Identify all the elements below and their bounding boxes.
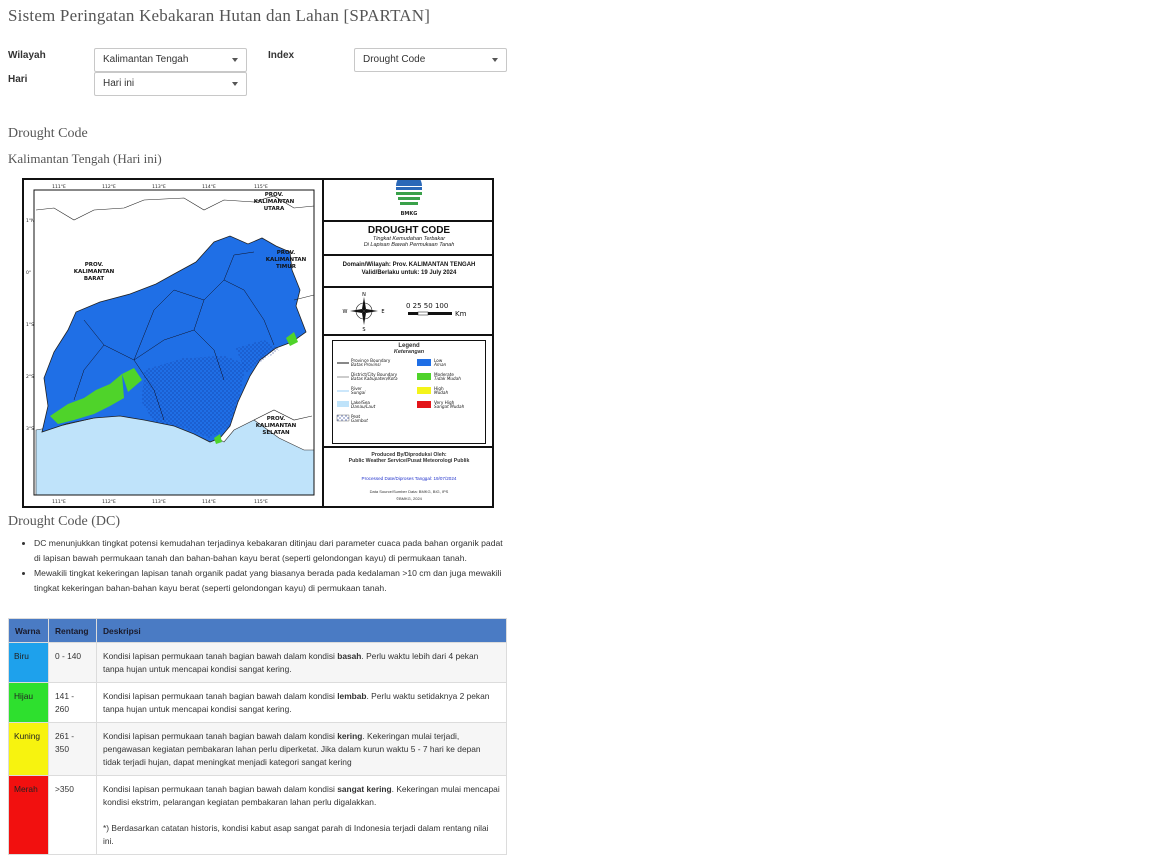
dc-bullets [20, 536, 506, 596]
label-selatan: PROV. [266, 416, 286, 422]
scale-unit: Km [455, 310, 467, 318]
legend-line-sub: Batas Provinsi [351, 362, 381, 367]
valid-line: Valid/Berlaku untuk: 19 July 2024 [361, 270, 457, 276]
table-note: *) Berdasarkan catatan historis, kondisi kabut asap sangat parah di Indonesia terjadi dalam rentang nilai ini. [103, 823, 489, 846]
legend-line-label: Lake/Sea [351, 400, 370, 405]
legend-line-sub: Danau/Laut [351, 404, 376, 409]
data-source: Data Source/Sumber Data: BMKG, BIG, IPS [369, 489, 449, 494]
label-selatan-3: SELATAN [262, 430, 290, 436]
color-cell: Biru [9, 643, 49, 683]
legend-class-sub: Tidak Mudah [434, 376, 461, 381]
table-row [9, 776, 507, 855]
svg-text:E: E [381, 309, 385, 315]
logo-box [324, 180, 494, 222]
svg-text:N: N [362, 292, 366, 298]
index-select[interactable] [354, 48, 507, 72]
legend-class-sub: Sangat Mudah [434, 404, 465, 409]
hari-select[interactable] [94, 72, 247, 96]
header-warna: Warna [9, 619, 49, 643]
produced-1: Produced By/Diproduksi Oleh: [371, 452, 447, 458]
section-subheading: Kalimantan Tengah (Hari ini) [8, 151, 162, 166]
lon-tick: 111°E [52, 500, 66, 505]
lat-tick: 3°S [26, 427, 34, 432]
svg-text:S: S [362, 327, 366, 333]
lon-tick: 115°E [254, 500, 268, 505]
label-timur-3: TIMUR [276, 264, 296, 270]
legend-class-label: Low [434, 358, 443, 363]
table-header-row [9, 619, 507, 643]
hari-select-value: Hari ini [103, 78, 135, 89]
copyright: ©BMKG, 2024 [396, 496, 422, 501]
label-barat-2: KALIMANTAN [73, 269, 115, 275]
legend-box [324, 336, 494, 448]
lat-tick: 1°S [26, 323, 34, 328]
lon-tick: 113°E [152, 500, 166, 505]
label-utara: PROV. [264, 192, 284, 198]
lat-tick: 1°N [26, 219, 35, 224]
legend-line-label: River [351, 386, 362, 391]
legend-line-label: Peat [351, 414, 361, 419]
lon-tick: 114°E [202, 185, 216, 190]
legend-line-sub: Batas Kabupaten/Kota [351, 376, 398, 381]
title-box [324, 222, 494, 256]
label-barat: PROV. [84, 262, 104, 268]
legend-class-label: High [434, 386, 444, 391]
label-barat-3: BARAT [83, 276, 105, 282]
desc-cell: Kondisi lapisan permukaan tanah bagian bawah dalam kondisi basah. Perlu waktu lebih dari 4 pekan tanpa hujan untuk mencapai kondisi sangat kering. [97, 643, 507, 683]
table-row [9, 683, 507, 723]
lon-tick: 111°E [52, 185, 66, 190]
map-panel [324, 180, 494, 506]
header-deskripsi: Deskripsi [97, 619, 507, 643]
dc-heading: Drought Code (DC) [8, 514, 120, 529]
chevron-down-icon [232, 82, 238, 86]
map-svg [24, 180, 324, 506]
processed-date: Processed Date/Diproses Tanggal: 19/07/2024 [361, 476, 457, 481]
legend-line-label: District/City Boundary [351, 372, 398, 377]
legend-class-sub: Mudah [434, 390, 449, 395]
panel-sub1: Tingkat Kemudahan Terbakar [372, 236, 446, 242]
lon-tick: 114°E [202, 500, 216, 505]
produced-2: Public Weather Service/Pusat Meteorologi Publik [348, 458, 470, 464]
page-title: Sistem Peringatan Kebakaran Hutan dan Lahan [SPARTAN] [8, 6, 431, 25]
legend [332, 340, 486, 444]
legend-class-sub: Aman [434, 362, 447, 367]
index-select-value: Drought Code [363, 54, 426, 65]
index-label: Index [268, 50, 295, 61]
color-cell: Merah [9, 776, 49, 855]
legend-svg [333, 355, 487, 439]
domain-line: Domain/Wilayah: Prov. KALIMANTAN TENGAH [342, 262, 476, 268]
color-cell: Hijau [9, 683, 49, 723]
domain-box [324, 256, 494, 288]
range-cell: 261 - 350 [49, 723, 97, 776]
desc-cell: Kondisi lapisan permukaan tanah bagian bawah dalam kondisi kering. Kekeringan mulai terjadi, pengawasan kegiatan pembakaran lahan perlu diperketat. Jika dalam kurun waktu 5 - 7 hari ke depan tidak terjadi hujan, dapat meningkat menjadi kategori sangat kering [97, 723, 507, 776]
scale-box [324, 288, 494, 336]
logo-text: BMKG [400, 211, 418, 217]
lon-tick: 112°E [102, 500, 116, 505]
label-timur: PROV. [276, 250, 296, 256]
label-utara-3: UTARA [263, 206, 285, 212]
map-area [24, 180, 324, 506]
label-utara-2: KALIMANTAN [253, 199, 295, 205]
scale-text: 0 25 50 100 [406, 302, 449, 310]
label-timur-2: KALIMANTAN [265, 257, 307, 263]
svg-text:W: W [342, 309, 348, 315]
range-cell: 0 - 140 [49, 643, 97, 683]
lon-tick: 113°E [152, 185, 166, 190]
panel-title: DROUGHT CODE [367, 225, 451, 236]
desc-cell: Kondisi lapisan permukaan tanah bagian bawah dalam kondisi lembab. Perlu waktu setidaknya 2 pekan tanpa hujan untuk mencapai kondisi sangat kering. [97, 683, 507, 723]
lat-tick: 0° [26, 271, 32, 276]
hari-label: Hari [8, 74, 28, 85]
color-cell: Kuning [9, 723, 49, 776]
wilayah-select-value: Kalimantan Tengah [103, 54, 189, 65]
lon-tick: 112°E [102, 185, 116, 190]
label-selatan-2: KALIMANTAN [255, 423, 297, 429]
desc-cell: Kondisi lapisan permukaan tanah bagian bawah dalam kondisi sangat kering. Kekeringan mulai mencapai kondisi ekstrim, pelarangan kegiatan pembakaran lahan perlu digalakkan. *) Berdasarkan catatan historis, kondisi kabut asap sangat parah di Indonesia terjadi dalam rentang nilai ini. [97, 776, 507, 855]
range-cell: >350 [49, 776, 97, 855]
dc-table [8, 618, 507, 855]
lon-tick: 115°E [254, 185, 268, 190]
drought-code-map [22, 178, 494, 508]
legend-line-sub: Gambut [351, 418, 368, 423]
header-rentang: Rentang [49, 619, 97, 643]
legend-line-label: Province Boundary [351, 358, 391, 363]
north-arrow-icon [324, 288, 494, 334]
table-row [9, 723, 507, 776]
wilayah-select[interactable] [94, 48, 247, 72]
section-heading: Drought Code [8, 126, 88, 141]
bmkg-logo-icon [324, 180, 494, 220]
wilayah-label: Wilayah [8, 50, 46, 61]
legend-class-label: Very High [434, 400, 455, 405]
credits-box [324, 448, 494, 506]
chevron-down-icon [232, 58, 238, 62]
lat-tick: 2°S [26, 375, 34, 380]
legend-class-label: Moderate [434, 372, 454, 377]
legend-sub: Keterangan [393, 349, 425, 355]
list-item: • DC menunjukkan tingkat potensi kemudahan terjadinya kebakaran ditinjau dari parameter cuaca pada bahan organik padat di lapisan bawah permukaan tanah dan bahan-bahan kayu berat (seperti gelondongan kayu) di permukaan tanah. [34, 536, 506, 566]
chevron-down-icon [492, 58, 498, 62]
range-cell: 141 - 260 [49, 683, 97, 723]
table-row [9, 643, 507, 683]
legend-line-sub: Sungai [351, 390, 366, 395]
legend-title: Legend [398, 343, 420, 349]
list-item: • Mewakili tingkat kekeringan lapisan tanah organik padat yang biasanya berada pada kedalaman >10 cm dan juga mewakili tingkat kekeringan bahan-bahan kayu berat (seperti gelondongan kayu) di permukaan tanah. [34, 566, 506, 596]
panel-sub2: Di Lapisan Bawah Permukaan Tanah [363, 242, 455, 248]
